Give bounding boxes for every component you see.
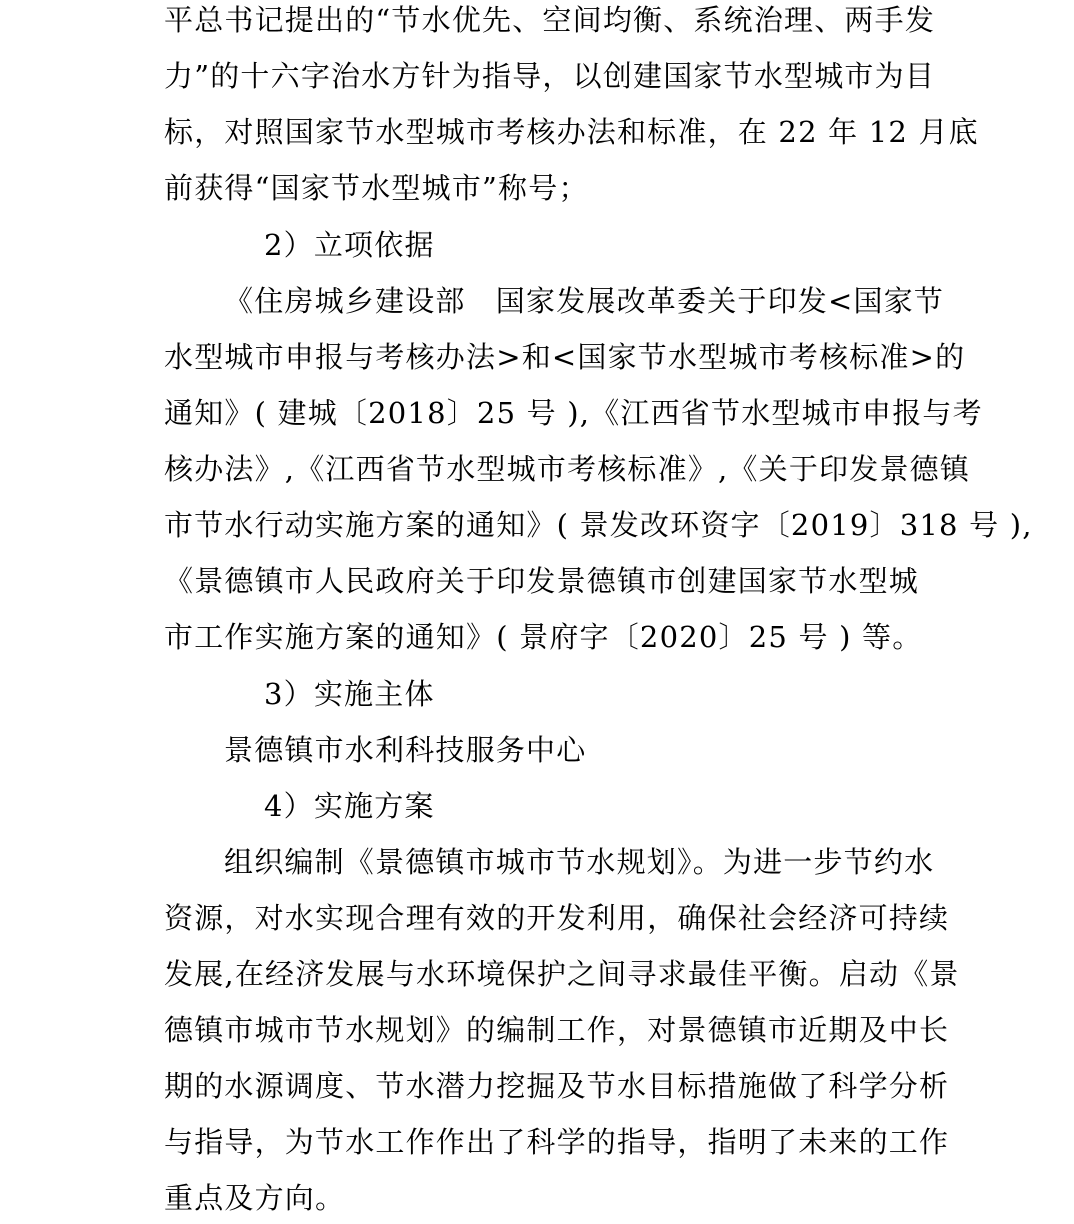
text-line: 平总书记提出的“节水优先、空间均衡、系统治理、两手发 xyxy=(164,3,936,37)
text-line: 景德镇市水利科技服务中心 xyxy=(224,733,587,767)
section-heading: 2）立项依据 xyxy=(264,228,435,262)
text-line: 通知》( 建城〔2018〕25 号 ),《江西省节水型城市申报与考 xyxy=(164,396,983,430)
section-heading: 3）实施主体 xyxy=(264,677,435,711)
text-line: 标，对照国家节水型城市考核办法和标准，在 22 年 12 月底 xyxy=(164,115,979,149)
text-line: 组织编制《景德镇市城市节水规划》。为进一步节约水 xyxy=(224,845,935,879)
text-line: 水型城市申报与考核办法>和<国家节水型城市考核标准>的 xyxy=(164,340,966,374)
text-line: 《住房城乡建设部 国家发展改革委关于印发<国家节 xyxy=(224,284,945,318)
text-line: 《景德镇市人民政府关于印发景德镇市创建国家节水型城 xyxy=(164,564,920,598)
text-line: 重点及方向。 xyxy=(164,1181,346,1215)
text-line: 与指导，为节水工作作出了科学的指导，指明了未来的工作 xyxy=(164,1125,950,1159)
text-line: 前获得“国家节水型城市”称号； xyxy=(164,171,589,205)
text-line: 发展,在经济发展与水环境保护之间寻求最佳平衡。启动《景 xyxy=(164,957,960,991)
section-heading: 4）实施方案 xyxy=(264,789,435,823)
text-line: 市工作实施方案的通知》( 景府字〔2020〕25 号 ) 等。 xyxy=(164,620,923,654)
text-line: 市节水行动实施方案的通知》( 景发改环资字〔2019〕318 号 ), xyxy=(164,508,1033,542)
text-line: 期的水源调度、节水潜力挖掘及节水目标措施做了科学分析 xyxy=(164,1069,950,1103)
text-line: 力”的十六字治水方针为指导，以创建国家节水型城市为目 xyxy=(164,59,936,93)
text-line: 核办法》,《江西省节水型城市考核标准》,《关于印发景德镇 xyxy=(164,452,971,486)
text-line: 德镇市城市节水规划》的编制工作，对景德镇市近期及中长 xyxy=(164,1013,950,1047)
text-line: 资源，对水实现合理有效的开发利用，确保社会经济可持续 xyxy=(164,901,950,935)
